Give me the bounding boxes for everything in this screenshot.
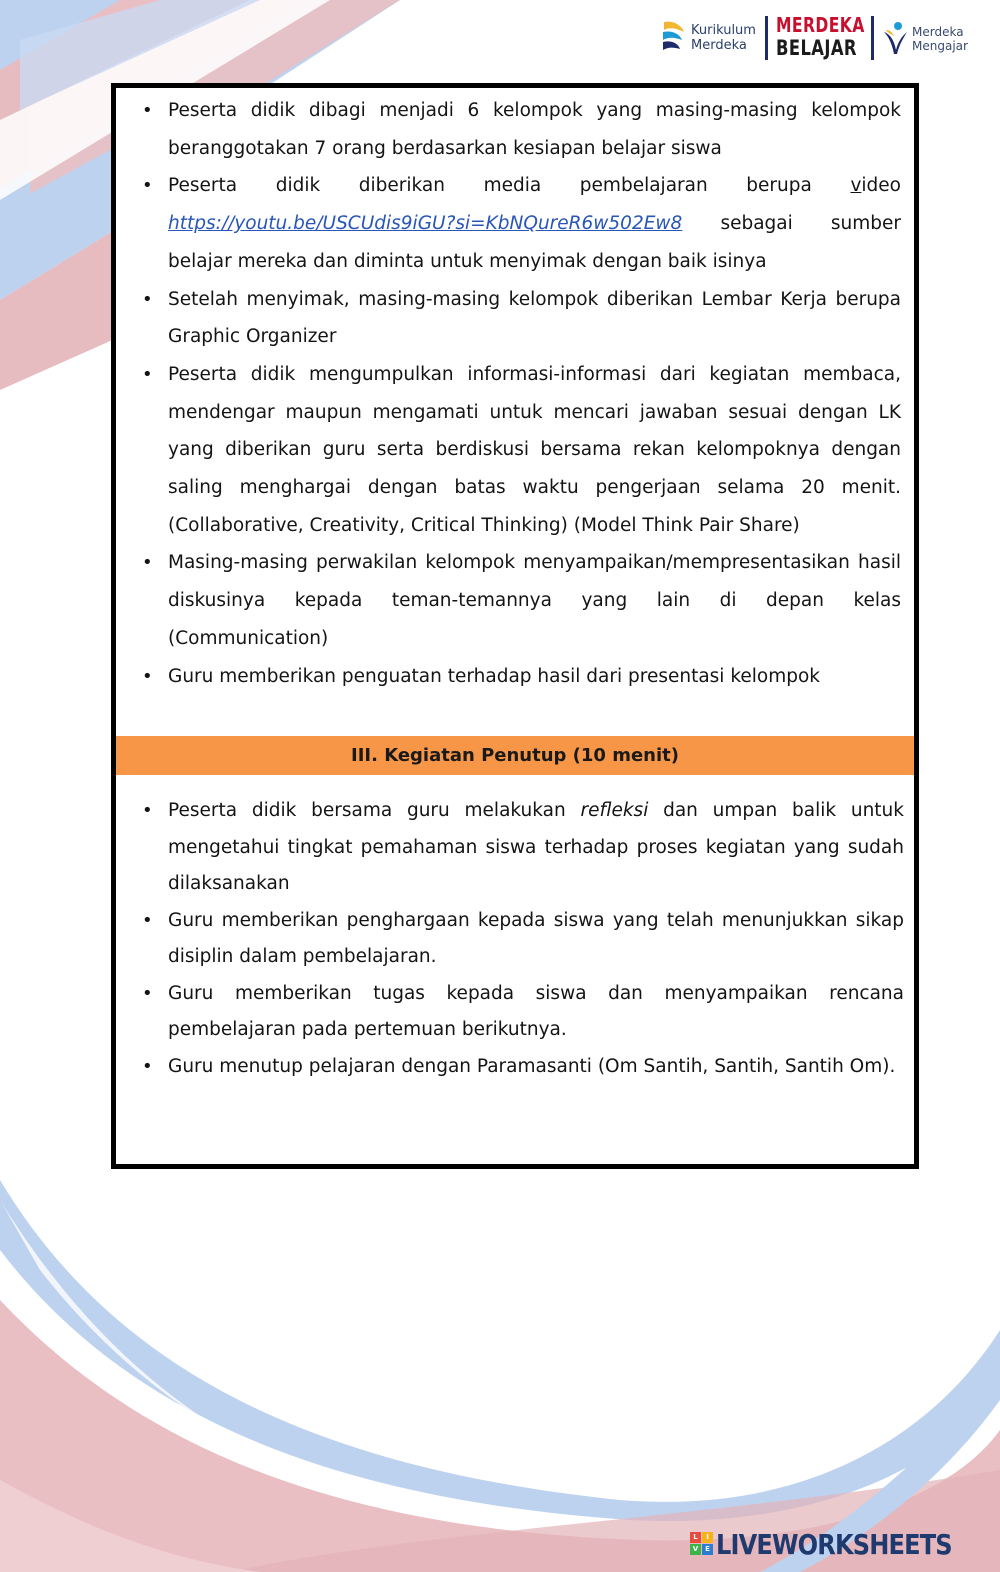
list-item [168, 793, 904, 903]
list-item-text: v [850, 175, 862, 197]
merdeka-mengajar-icon [882, 20, 908, 56]
list-item: • Guru menutup pelajaran dengan Paramasanti (Om Santih, Santih, Santih Om). [168, 1049, 904, 1086]
list-item: • Guru memberikan penguatan terhadap hasil dari presentasi kelompok [168, 658, 901, 696]
logo-kurikulum-merdeka [660, 14, 764, 60]
logo-mengajar-text-2: Mengajar [912, 39, 968, 53]
header-logos [660, 14, 980, 64]
video-link[interactable]: https://youtu.be/USCUdis9iGU?si=KbNQureR6w502Ew8 [168, 213, 683, 235]
liveworksheets-logo-icon [690, 1532, 714, 1556]
activity-list-closing [168, 793, 904, 1085]
list-item-text: ideo [861, 175, 901, 197]
list-item [168, 167, 901, 280]
logo-tile: V [690, 1544, 701, 1555]
list-item-text: sebagai sumber belajar mereka dan diminta untuk menyimak dengan baik isinya [168, 213, 901, 272]
logo-tile: L [690, 1532, 701, 1543]
logo-kurikulum-text-2: Merdeka [691, 38, 747, 53]
logo-merdeka-belajar [776, 14, 868, 62]
logo-tile: E [702, 1544, 713, 1555]
list-item: • Guru memberikan tugas kepada siswa dan menyampaikan rencana pembelajaran pada pertemuan berikutnya. [168, 976, 904, 1049]
liveworksheets-wordmark: LIVEWORKSHEETS [716, 1528, 952, 1561]
logo-merdeka-belajar-text-2: BELAJAR [776, 36, 857, 60]
list-item: • Peserta didik dibagi menjadi 6 kelompok yang masing-masing kelompok beranggotakan 7 orang berdasarkan kesiapan belajar siswa [168, 92, 901, 167]
list-item: • Peserta didik mengumpulkan informasi-informasi dari kegiatan membaca, mendengar maupun mengamati untuk mencari jawaban sesuai dengan LK yang diberikan guru serta berdiskusi bersama rekan kelompoknya dengan saling menghargai dengan batas waktu pengerjaan selama 20 menit. (Collaborative, Creativity, Critical Thinking) (Model Think Pair Share) [168, 356, 901, 545]
section-header-penutup: III. Kegiatan Penutup (10 menit) [116, 736, 914, 775]
list-item: • Guru memberikan penghargaan kepada siswa yang telah menunjukkan sikap disiplin dalam pembelajaran. [168, 903, 904, 976]
list-item-text: dan umpan balik untuk mengetahui tingkat pemahaman siswa terhadap proses kegiatan yang sudah dilaksanakan [168, 800, 904, 894]
list-item: • Masing-masing perwakilan kelompok menyampaikan/mempresentasikan hasil diskusinya kepada teman-temannya yang lain di depan kelas (Communication) [168, 544, 901, 657]
content-panel [111, 83, 919, 1169]
logo-tile: I [702, 1532, 713, 1543]
logo-mengajar-text-1: Merdeka [912, 25, 964, 39]
logo-merdeka-belajar-text-1: MERDEKA [776, 13, 865, 37]
kurikulum-merdeka-icon [660, 18, 688, 54]
list-item-text: Peserta didik bersama guru melakukan [168, 800, 581, 821]
logo-merdeka-mengajar [882, 18, 982, 62]
list-item-text: Peserta didik diberikan media pembelajaran berupa [168, 175, 851, 197]
list-item-emphasis: refleksi [580, 800, 649, 821]
logo-kurikulum-text-1: Kurikulum [691, 23, 756, 38]
logo-divider [765, 16, 768, 60]
logo-divider [871, 16, 874, 60]
activity-list-core [168, 92, 901, 695]
list-item: • Setelah menyimak, masing-masing kelompok diberikan Lembar Kerja berupa Graphic Organizer [168, 281, 901, 356]
